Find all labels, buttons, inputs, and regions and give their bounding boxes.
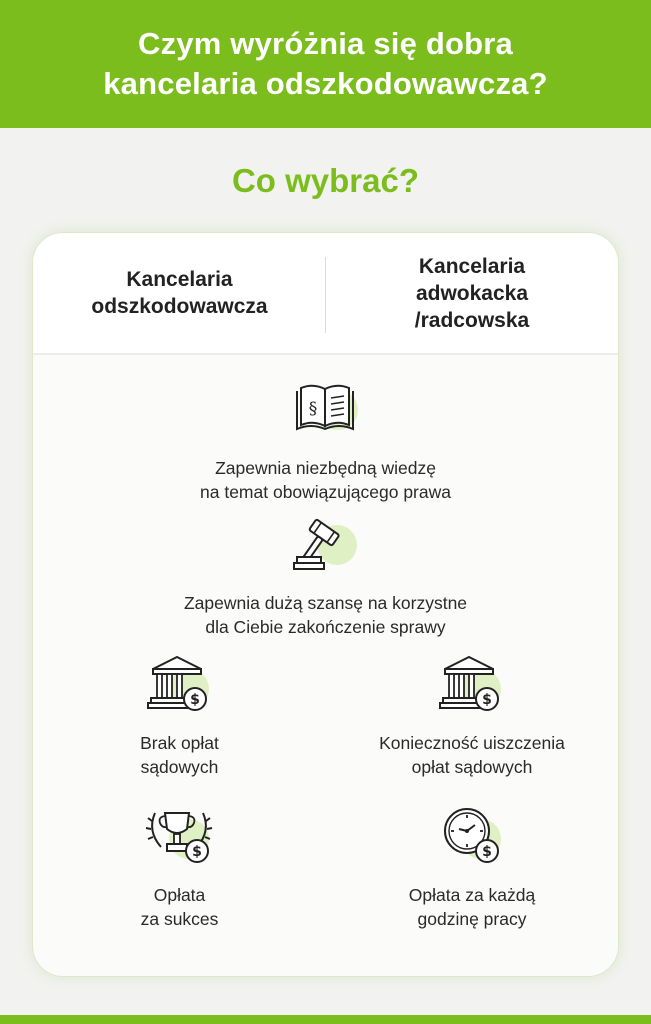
feature-no-court-fees (33, 653, 326, 779)
column-header-law-office: Kancelaria adwokacka /radcowska (414, 254, 530, 332)
page-title-line-2: kancelaria odszkodowawcza? (103, 66, 548, 101)
svg-text:$: $ (482, 844, 492, 860)
feature-hourly-fee (326, 805, 618, 931)
svg-text:$: $ (189, 692, 200, 708)
header-banner (0, 0, 651, 128)
law-book-icon (291, 378, 361, 442)
feature-label: Opłata za sukces (140, 885, 219, 929)
comparison-card (33, 233, 618, 976)
feature-success-chance (33, 513, 618, 639)
feature-label: Konieczność uiszczenia opłat sądowych (379, 733, 565, 777)
page-title-line-1: Czym wyróżnia się dobra (138, 26, 513, 61)
courthouse-coin-icon (437, 653, 507, 717)
svg-text:$: $ (482, 692, 492, 708)
feature-label: Zapewnia niezbędną wiedzę na temat obowiązującego prawa (200, 458, 451, 502)
svg-text:§: § (308, 399, 317, 419)
section-subtitle: Co wybrać? (231, 162, 420, 199)
comparison-header (33, 233, 618, 355)
svg-text:$: $ (191, 844, 202, 860)
feature-knowledge (33, 378, 618, 504)
feature-success-fee (33, 805, 326, 931)
clock-coin-icon (437, 805, 507, 869)
feature-label: Zapewnia dużą szansę na korzystne dla Ciebie zakończenie sprawy (183, 593, 468, 637)
courthouse-coin-icon (145, 653, 215, 717)
feature-label: Opłata za każdą godzinę pracy (408, 885, 536, 929)
column-header-compensation-office: Kancelaria odszkodowawcza (91, 268, 268, 318)
feature-court-fees-required (326, 653, 618, 779)
trophy-coin-icon (145, 805, 215, 869)
gavel-icon (291, 513, 361, 577)
feature-label: Brak opłat sądowych (140, 733, 219, 777)
bottom-accent-bar (0, 1015, 651, 1024)
